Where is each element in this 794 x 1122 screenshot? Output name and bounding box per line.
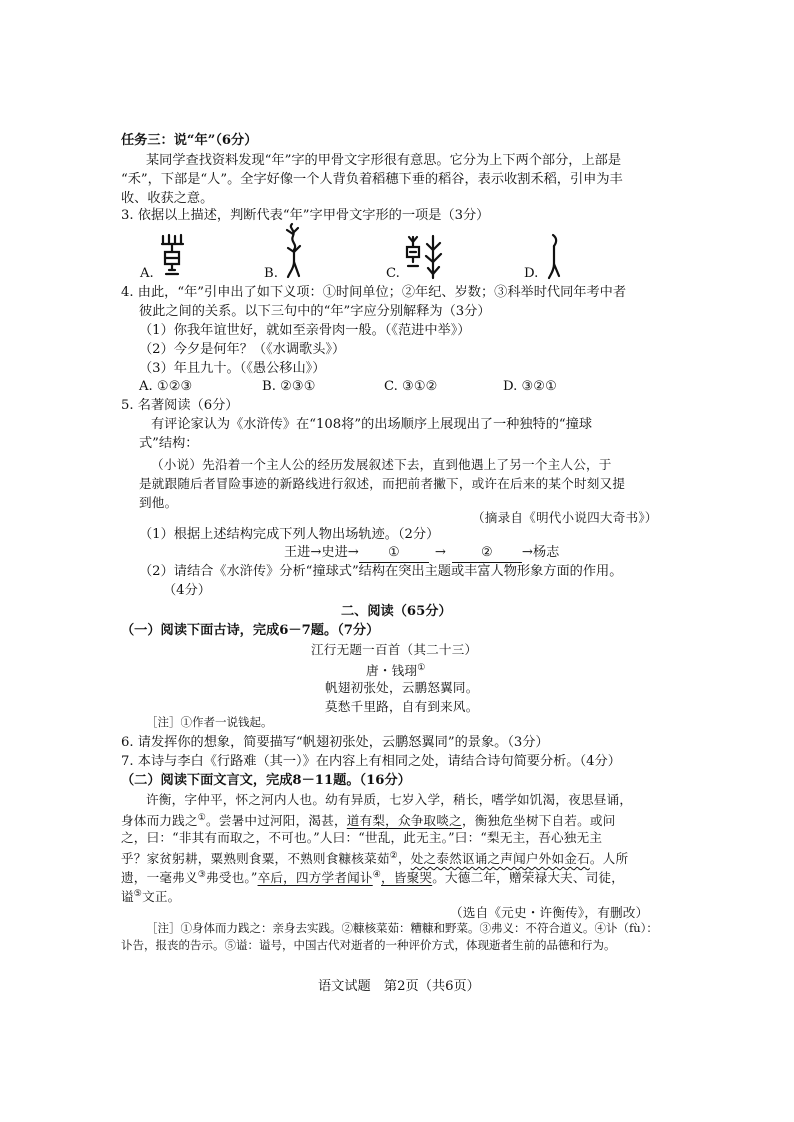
task3-intro-line2: “禾”，下部是“人”。全字好像一个人背负着稻穗下垂的稻谷，表示收割禾稻，引申为丰	[121, 172, 623, 187]
classical-l4-a: 乎？家贫躬耕，粟熟则食粟，不熟则食糠核菜茹	[121, 851, 390, 867]
task3-title: 任务三：说“年”（6分）	[121, 133, 258, 148]
q4-stem-line1: 4. 由此，“年”引申出了如下义项：①时间单位；②年纪、岁数；③科举时代同年考中者	[121, 285, 627, 300]
q5-quote-line3: 到他。	[139, 495, 178, 510]
classical-l6-a: 谥	[121, 889, 134, 905]
q3-stem: 3. 依据以上描述，判断代表“年”字甲骨文字形的一项是（3分）	[121, 208, 490, 223]
q5-intro-line2: 式”结构：	[139, 436, 199, 451]
classical-source: （选自《元史・许衡传》，有删改）	[450, 905, 649, 920]
underlined-sentence-2a: 卒后，四方学者闻讣	[257, 870, 373, 886]
answer-blank-2[interactable]: ②	[452, 543, 522, 563]
q4-choice-a: A. ①②③	[139, 379, 193, 394]
underlined-sentence-1: 道有梨，众争取啖之	[346, 813, 462, 829]
poem-title: 江行无题一百首（其二十三）	[311, 642, 478, 657]
track-start: 王进→史进→	[284, 545, 359, 560]
classical-line3: 之，曰：“非其有而取之，不可也。”人曰：“世乱，此无主。”曰：“梨无主，吾心独无主	[121, 830, 603, 845]
classical-l4-b: ，	[397, 851, 411, 867]
classical-note-line1: ［注］①身体而力践之：亲身去实践。②糠核菜茹：糟糠和野菜。③弗义：不符合道义。④讣（fù）：	[146, 921, 658, 935]
q3-option-c-label: C.	[386, 266, 400, 281]
poem-line1: 帆翅初张处，云鹏怒翼同。	[325, 680, 479, 695]
oracle-glyph-a-icon	[160, 232, 186, 278]
q4-choice-b: B. ②③①	[262, 379, 316, 394]
q3-option-a-label: A.	[140, 266, 154, 281]
classical-l2-a: 身体而力践之	[121, 813, 198, 829]
q4-choice-c: C. ③①②	[384, 379, 438, 394]
q3-option-d-label: D.	[524, 266, 539, 281]
classical-note-line2: 讣告，报丧的告示。⑤谥：谥号，中国古代对逝者的一种评价方式，体现逝者生前的品德和行为。	[121, 938, 616, 952]
q4-stem-line2: 彼此之间的关系。以下三句中的“年”字应分别解释为（3分）	[139, 304, 491, 319]
note-mark-3: ③	[197, 870, 207, 880]
note-mark-2: ②	[389, 851, 398, 861]
task3-intro-line3: 收、收获之意。	[121, 191, 214, 206]
q6: 6. 请发挥你的想象，简要描写“帆翅初张处，云鹏怒翼同”的景象。（3分）	[121, 735, 549, 750]
note-mark-4: ④	[372, 870, 381, 880]
q5-quote-source: （摘录自《明代小说四大奇书》）	[472, 510, 658, 525]
poem-line2: 莫愁千里路，自有到来风。	[325, 699, 479, 714]
part2-title: 二、阅读（65分）	[341, 604, 452, 619]
classical-section-title: （二）阅读下面文言文，完成8－11题。（16分）	[121, 773, 411, 788]
poem-author-name: 唐・钱珝	[366, 663, 418, 679]
q5-stem: 5. 名著阅读（6分）	[121, 398, 239, 413]
note-mark-5: ⑤	[133, 889, 143, 899]
answer-blank-1[interactable]: ①	[359, 543, 429, 563]
q5-quote-line2: 是就跟随后者冒险事迹的新路线进行叙述，而把前者撇下，或许在后来的某个时刻又提	[139, 476, 626, 491]
oracle-glyph-c-icon	[405, 234, 447, 280]
wavy-underlined-sentence: 处之泰然讴诵之声闻户外如金石	[410, 851, 590, 867]
oracle-glyph-b-icon	[282, 222, 304, 280]
q4-sentence-1: （1）你我年谊世好，就如至亲骨肉一般。（《范进中举》）	[139, 323, 471, 338]
classical-l2-c: ，衡独危坐树下自若。或问	[461, 813, 616, 829]
underlined-sentence-2b: ，皆聚哭	[381, 870, 433, 886]
classical-l5-c: 。大德二年，赠荣禄大夫、司徒，	[432, 870, 625, 886]
track-arrow: →	[434, 545, 446, 560]
q4-sentence-2: （2）今夕是何年？（《水调歌头》）	[139, 342, 346, 357]
track-end: →杨志	[521, 545, 560, 560]
q7: 7. 本诗与李白《行路难（其一）》在内容上有相同之处，请结合诗句简要分析。（4分）	[121, 754, 621, 769]
q5-sub2-line2: （4分）	[163, 583, 211, 598]
q3-option-b-label: B.	[264, 266, 278, 281]
classical-line4	[121, 847, 628, 868]
q5-quote-line1: （小说）先沿着一个主人公的经历发展叙述下去，直到他遇上了另一个主人公，于	[151, 457, 612, 472]
classical-l2-b: 。尝暑中过河阳，渴甚，	[206, 813, 347, 829]
classical-line6	[121, 885, 180, 906]
classical-l5-b: 弗受也。”	[206, 870, 258, 886]
task3-intro-line1: 某同学查找资料发现“年”字的甲骨文字形很有意思。它分为上下两个部分，上部是	[146, 153, 622, 168]
classical-l6-b: 文正。	[142, 889, 181, 905]
q5-sub1: （1）根据上述结构完成下列人物出场轨迹。（2分）	[139, 527, 440, 542]
page-footer: 语文试题 第2页（共6页）	[318, 979, 480, 994]
q4-sentence-3: （3）年且九十。（《愚公移山》）	[139, 361, 326, 376]
q4-choice-d: D. ③②①	[503, 379, 557, 394]
classical-l4-c: 。人所	[589, 851, 629, 867]
poem-author-note-mark: ①	[417, 663, 426, 673]
q5-intro-line1: 有评论家认为《水浒传》在“108将”的出场顺序上展现出了一种独特的“撞球	[151, 417, 593, 432]
note-mark-1: ①	[197, 813, 207, 823]
poem-section-title: （一）阅读下面古诗，完成6－7题。（7分）	[121, 623, 380, 638]
oracle-glyph-d-icon	[545, 232, 565, 280]
q5-sub2-line1: （2）请结合《水浒传》分析“撞球式”结构在突出主题或丰富人物形象方面的作用。	[139, 564, 623, 579]
q5-track	[284, 543, 559, 563]
classical-l5-a: 遗，一毫弗义	[121, 870, 198, 886]
poem-author	[366, 659, 425, 680]
classical-line5	[121, 866, 624, 887]
poem-note: ［注］①作者一说钱起。	[146, 715, 273, 729]
classical-line1: 许衡，字仲平，怀之河内人也。幼有异质，七岁入学，稍长，嗜学如饥渴，夜思昼诵，	[146, 792, 633, 807]
classical-line2	[121, 809, 615, 830]
